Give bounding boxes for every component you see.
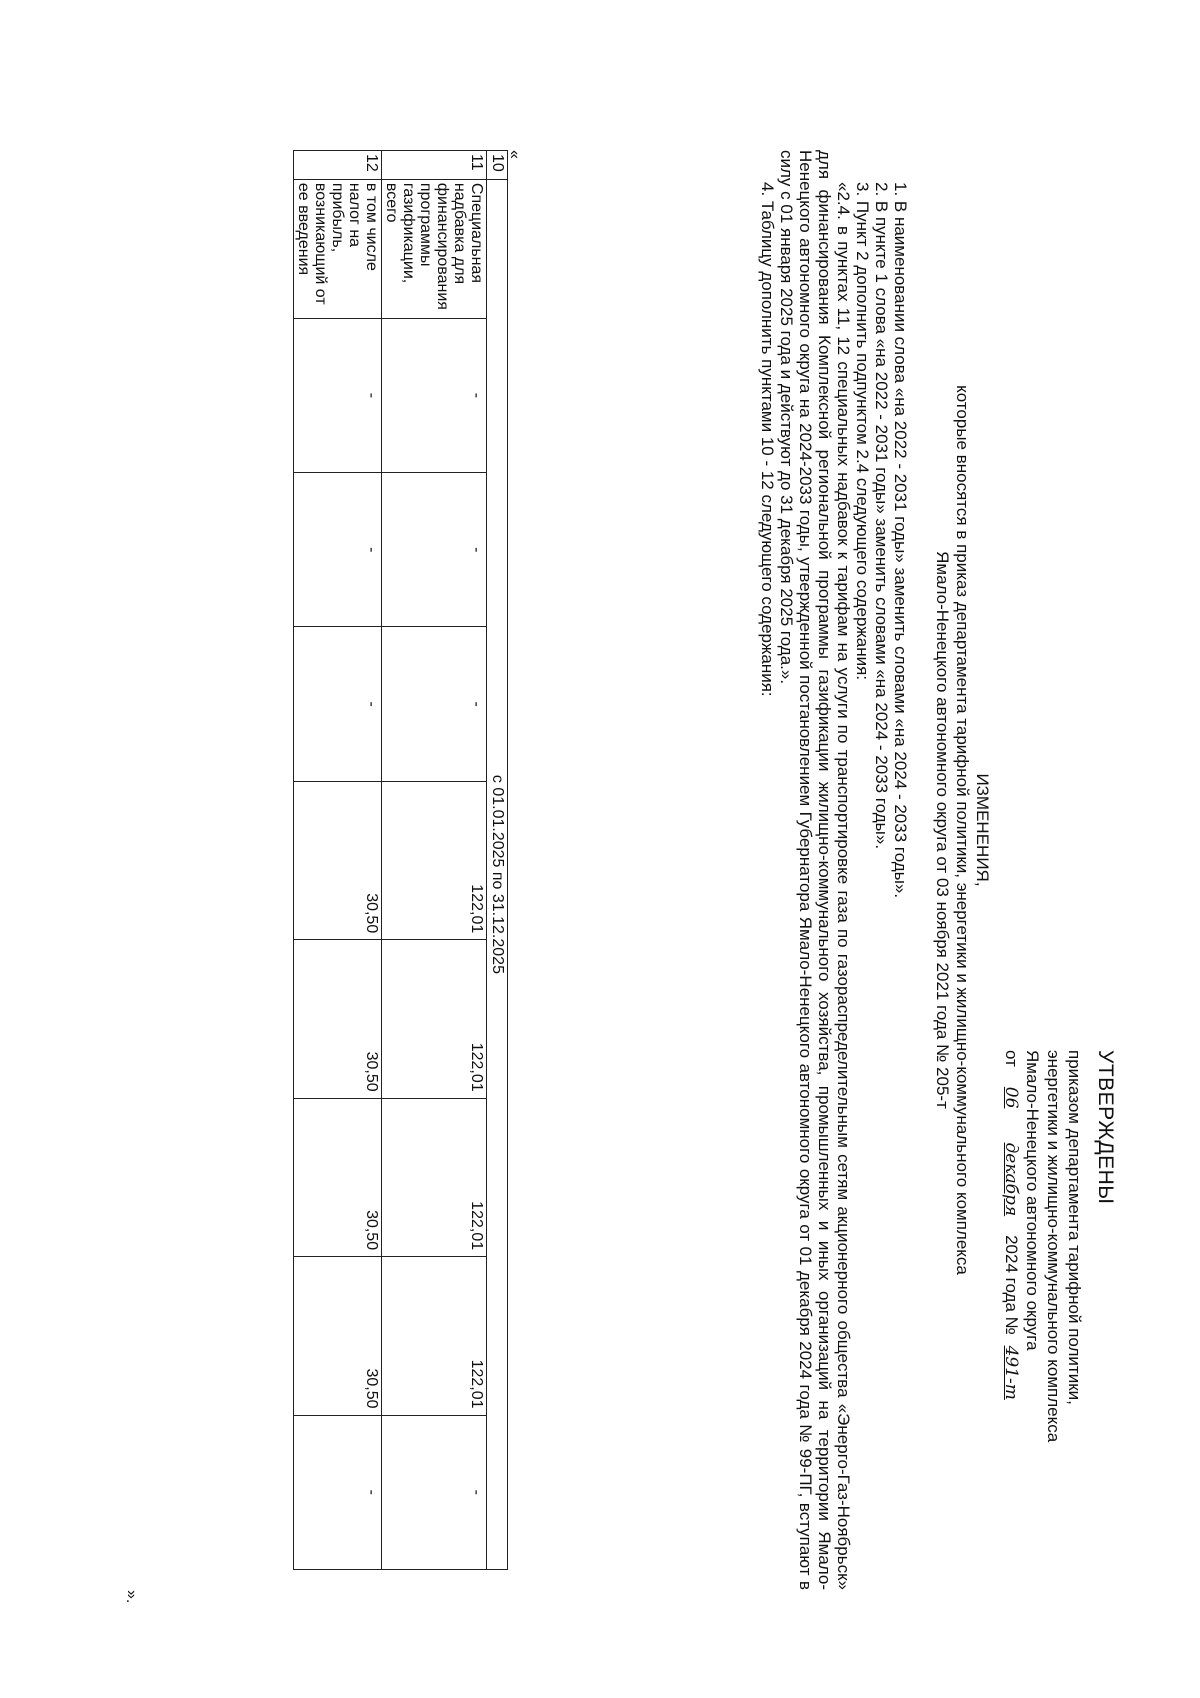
document-title-line-2: Ямало-Ненецкого автономного округа от 03 ноября 2021 года № 205-т xyxy=(933,551,952,1109)
approval-line-1: приказом департамента тарифной политики, xyxy=(1065,1050,1084,1405)
approval-line-3: Ямало-Ненецкого автономного округа xyxy=(1023,1050,1042,1351)
document-body xyxy=(758,150,910,1590)
row-12-name: в том числе налог на прибыль, возникающий от ее введения xyxy=(294,179,382,318)
document-heading: ИЗМЕНЕНИЯ, xyxy=(973,773,992,887)
approval-from-label: от xyxy=(1002,1050,1021,1067)
row-11-value-8: - xyxy=(382,1415,487,1569)
body-paragraph-5: 4. Таблицу дополнить пунктами 10 - 12 следующего содержания: xyxy=(758,182,777,697)
row-10-period: с 01.01.2025 по 31.12.2025 xyxy=(487,179,508,1569)
row-11-value-5: 122,01 xyxy=(382,940,487,1098)
row-12-number: 12 xyxy=(294,151,382,180)
table-open-quote: « xyxy=(506,150,523,159)
approval-line-2: энергетики и жилищно-коммунального комплекса xyxy=(1044,1050,1063,1443)
body-paragraph-4: «2.4. в пунктах 11, 12 специальных надбавок к тарифам на услуги по транспортировке газа по газораспределительным сетям акционерного общества «Энерго-Газ-Ноябрьск» для финансирования Комплексной региональной программы газификации жилищно-коммунального хозяйства, промышленных и иных организаций на территории Ямало-Ненецкого автономного округа на 2024-2033 годы, утвержденной постановлением Губернатора Ямало-Ненецкого автономного округа от 01 декабря 2024 года № 99-ПГ, вступают в силу с 01 января 2025 года и действуют до 31 декабря 2025 года.». xyxy=(777,150,853,1590)
row-11-value-6: 122,01 xyxy=(382,1098,487,1256)
row-12-value-5: 30,50 xyxy=(294,940,382,1098)
tariff-table xyxy=(293,150,508,1570)
document-title-line-1: которые вносятся в приказ департамента тарифной политики, энергетики и жилищно-коммунального комплекса xyxy=(953,385,972,1275)
row-11-value-1: - xyxy=(382,318,487,472)
table-row-11 xyxy=(382,151,487,1570)
approval-stamp-block xyxy=(1000,1050,1116,1570)
row-11-value-2: - xyxy=(382,473,487,627)
row-11-value-4: 122,01 xyxy=(382,781,487,939)
row-12-value-1: - xyxy=(294,318,382,472)
body-paragraph-3: 3. Пункт 2 дополнить подпунктом 2.4 следующего содержания: xyxy=(853,182,872,681)
row-12-value-6: 30,50 xyxy=(294,1098,382,1256)
approval-number-handwritten: 491-т xyxy=(1001,1345,1021,1400)
table-close-quote: ». xyxy=(123,1590,140,1604)
body-paragraph-1: 1. В наименовании слова «на 2022 - 2031 годы» заменить словами «на 2024 - 2033 годы». xyxy=(891,182,910,899)
table-row-12 xyxy=(294,151,382,1570)
approval-year-text: 2024 года № xyxy=(1002,1235,1021,1335)
row-12-value-4: 30,50 xyxy=(294,781,382,939)
approval-month-handwritten: декабря xyxy=(1001,1142,1021,1217)
row-11-number: 11 xyxy=(382,151,487,180)
row-12-value-2: - xyxy=(294,473,382,627)
row-12-value-3: - xyxy=(294,627,382,781)
table-row-10 xyxy=(487,151,508,1570)
approval-day-handwritten: 06 xyxy=(1001,1086,1021,1109)
row-12-value-7: 30,50 xyxy=(294,1257,382,1415)
row-12-value-8: - xyxy=(294,1415,382,1569)
row-11-value-3: - xyxy=(382,627,487,781)
document-title-block xyxy=(932,160,992,1500)
row-10-number: 10 xyxy=(487,151,508,180)
approval-heading: УТВЕРЖДЕНЫ xyxy=(1094,1050,1117,1205)
row-11-name: Специальная надбавка для финансирования программы газификации, всего xyxy=(382,179,487,318)
row-11-value-7: 122,01 xyxy=(382,1257,487,1415)
body-paragraph-2: 2. В пункте 1 слова «на 2022 - 2031 годы» заменить словами «на 2024 - 2033 годы». xyxy=(872,182,891,850)
approval-date-line xyxy=(1000,1050,1022,1570)
